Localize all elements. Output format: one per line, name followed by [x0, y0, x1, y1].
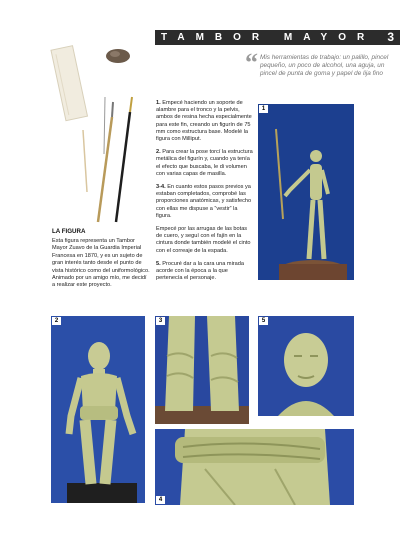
page-header — [155, 30, 400, 45]
pull-quote: Mis herramientas de trabajo: un palillo, pincel pequeño, un poco de alcohol, una aguja, un pincel de punta de goma y papel de lija fino — [260, 54, 389, 78]
step-2: 2. Para crear la pose torcí la estructura metálica del figurín y, cuando ya tenía el efecto que buscaba, le di volumen con varias capas de masilla. — [156, 149, 253, 177]
photo-label: 3 — [156, 317, 165, 325]
step-1: 1. Empecé haciendo un soporte de alambre para el tronco y la pelvis, ambos de resina hecha especialmente para este fin, creando un figurín de 75 mm como estructura base. Modelé la figura con Milliput. — [156, 100, 252, 143]
photo-3 — [155, 316, 249, 424]
step-5: 5. Procuré dar a la cara una mirada acorde con la época a la que pertenecía el personaje. — [156, 260, 245, 282]
intro-text: Esta figura representa un Tambor Mayor Zuavo de la Guardia Imperial Francesa en 1870, y es un sujeto de gran interés tanto desde el punto de vista histórico como del uniformológico. Animado por un amigo mío, me decidí a realizar este proyecto. — [52, 238, 150, 289]
step-3-4: 3-4. En cuanto estos pasos previos ya estaban completados, comprobé las proporciones anatómicas, y satisfecho con ellas me dispuse a “vestir” la figura. — [156, 184, 252, 219]
photo-5 — [258, 316, 354, 416]
photo-label: 2 — [52, 317, 61, 325]
photo-label: 1 — [259, 105, 268, 113]
quote-mark-icon: “ — [245, 48, 258, 77]
steps-text — [156, 100, 254, 288]
page-title: TAMBOR MAYOR — [161, 32, 376, 43]
photo-label: 5 — [259, 317, 268, 325]
photo-4 — [155, 429, 354, 505]
photo-1 — [258, 104, 354, 280]
tools-photo — [50, 42, 150, 227]
photo-2 — [51, 316, 145, 503]
section-title: LA FIGURA — [52, 228, 86, 235]
step-boots: Empecé por las arrugas de las botas de cuero, y seguí con el fajín en la cintura donde también modelé el cinto con el correaje de la espada. — [156, 226, 251, 254]
page-number: 3 — [387, 30, 394, 44]
photo-label: 4 — [156, 496, 165, 504]
